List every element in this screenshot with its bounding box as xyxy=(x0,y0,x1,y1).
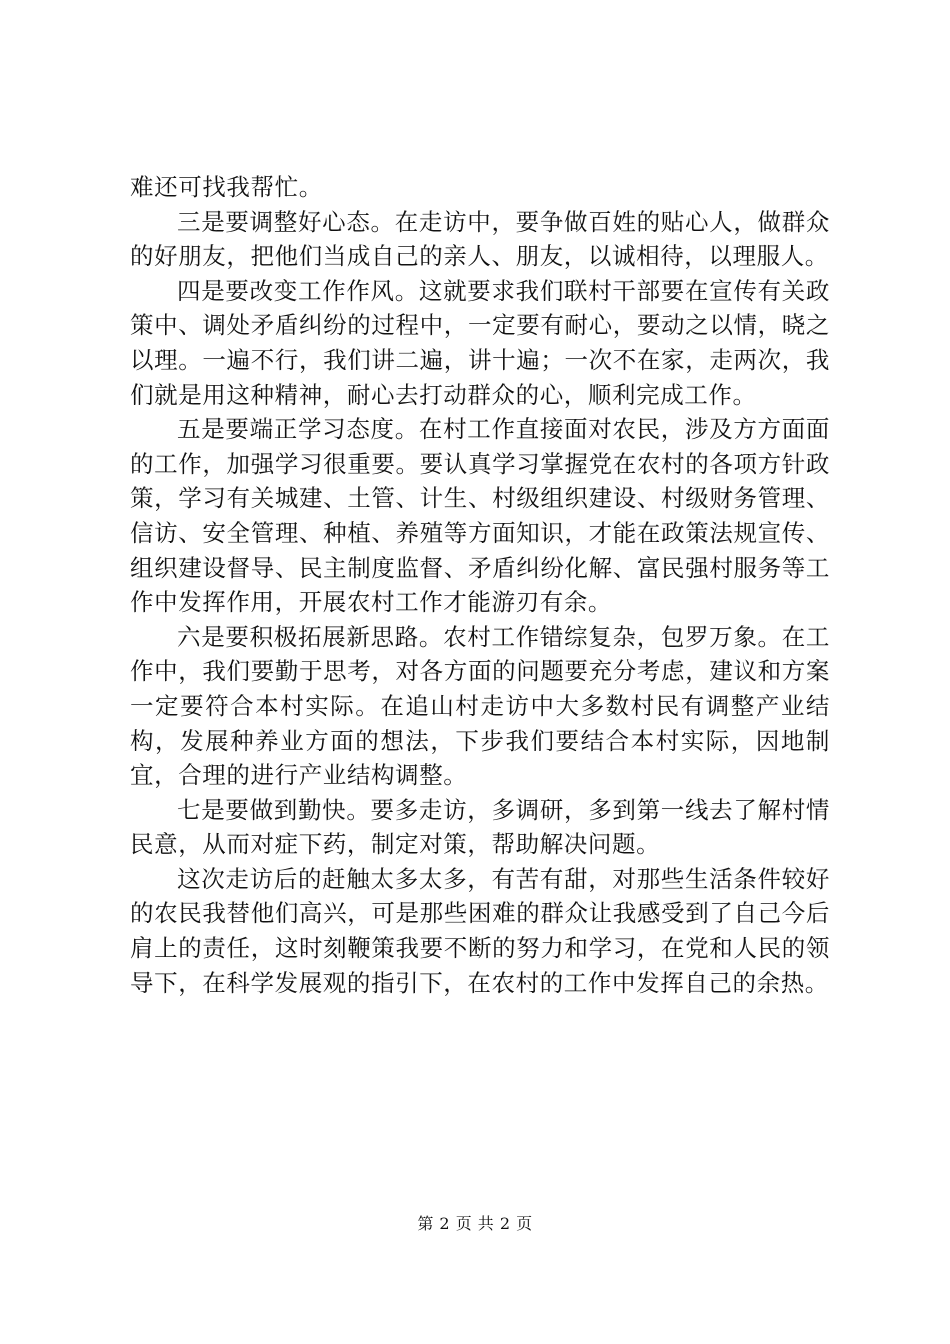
paragraph-point-six: 六是要积极拓展新思路。农村工作错综复杂，包罗万象。在工作中，我们要勤于思考，对各方面的问题要充分考虑，建议和方案一定要符合本村实际。在追山村走访中大多数村民有调整产业结构，发展种养业方面的想法，下步我们要结合本村实际，因地制宜，合理的进行产业结构调整。 xyxy=(130,622,830,790)
paragraph-point-five: 五是要端正学习态度。在村工作直接面对农民，涉及方方面面的工作，加强学习很重要。要认真学习掌握党在农村的各项方针政策，学习有关城建、土管、计生、村级组织建设、村级财务管理、信访、安全管理、种植、养殖等方面知识，才能在政策法规宣传、组织建设督导、民主制度监督、矛盾纠纷化解、富民强村服务等工作中发挥作用，开展农村工作才能游刃有余。 xyxy=(130,415,830,617)
paragraph-continuation: 难还可找我帮忙。 xyxy=(130,173,323,201)
paragraph-point-three: 三是要调整好心态。在走访中，要争做百姓的贴心人，做群众的好朋友，把他们当成自己的亲人、朋友，以诚相待，以理服人。 xyxy=(130,207,830,271)
page-number-footer: 第 2 页 共 2 页 xyxy=(417,1214,533,1233)
document-body xyxy=(130,170,830,1000)
paragraph-point-seven: 七是要做到勤快。要多走访，多调研，多到第一线去了解村情民意，从而对症下药，制定对策，帮助解决问题。 xyxy=(130,795,830,859)
paragraph-point-four: 四是要改变工作作风。这就要求我们联村干部要在宣传有关政策中、调处矛盾纠纷的过程中，一定要有耐心，要动之以情，晓之以理。一遍不行，我们讲二遍，讲十遍；一次不在家，走两次，我们就是用这种精神，耐心去打动群众的心，顺利完成工作。 xyxy=(130,276,830,409)
paragraph-conclusion: 这次走访后的赶触太多太多，有苦有甜，对那些生活条件较好的农民我替他们高兴，可是那些困难的群众让我感受到了自己今后肩上的责任，这时刻鞭策我要不断的努力和学习，在党和人民的领导下，在科学发展观的指引下，在农村的工作中发挥自己的余热。 xyxy=(130,864,830,997)
